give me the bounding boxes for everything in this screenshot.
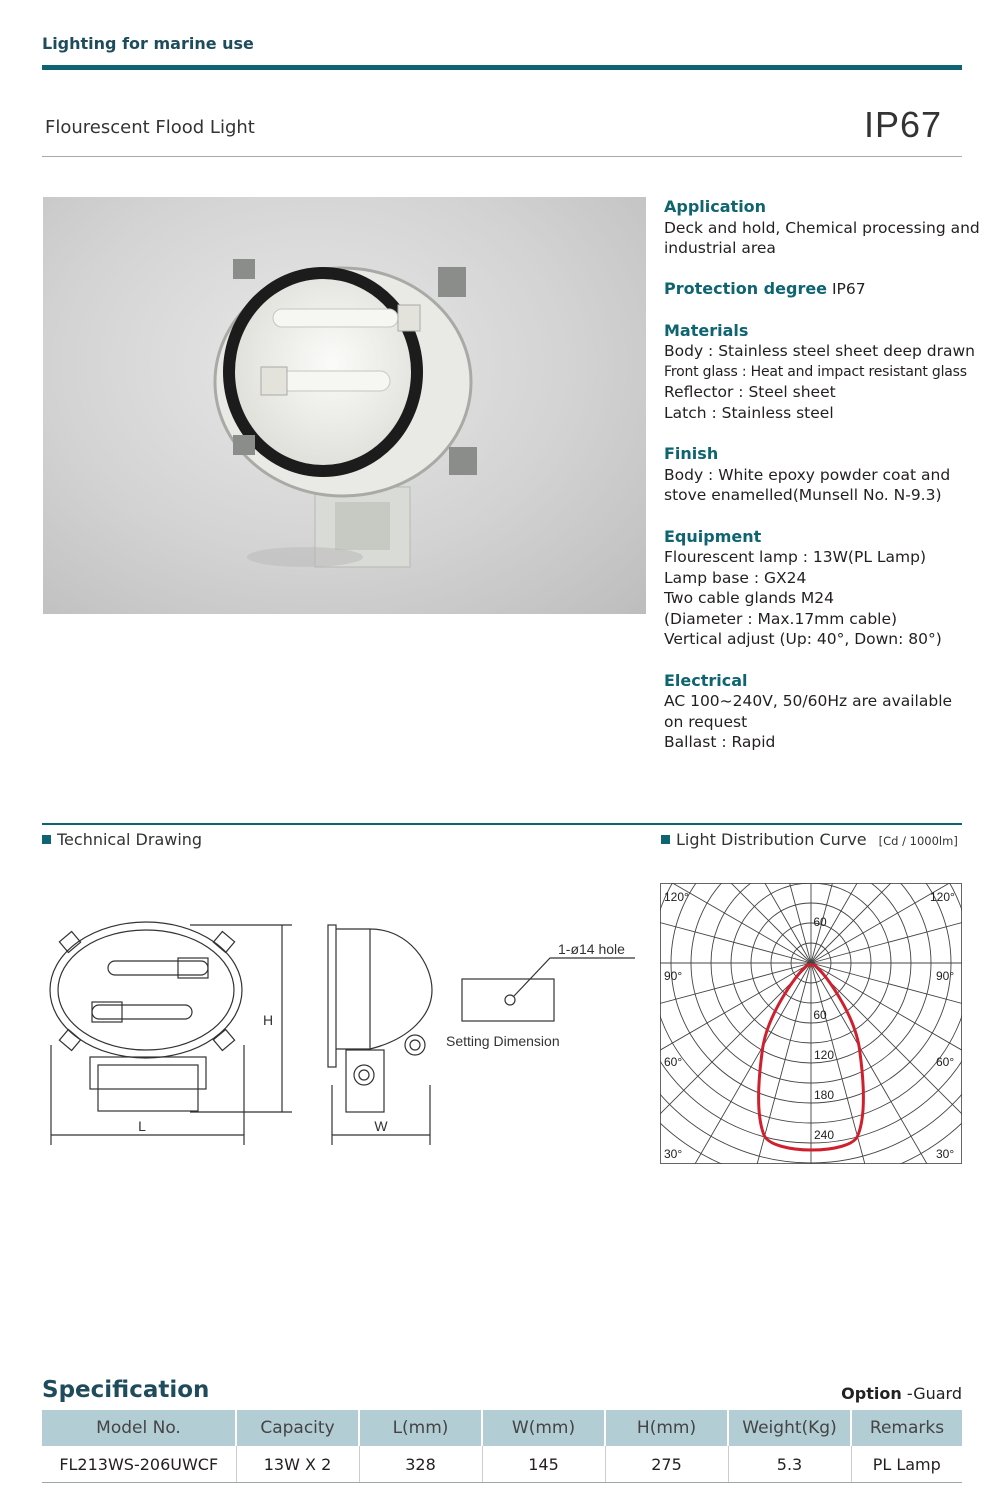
angle-label: 30°: [936, 1147, 955, 1161]
option-note: [841, 1384, 962, 1403]
protection-block: [664, 279, 984, 300]
product-photo: [43, 197, 646, 614]
equipment-line: Flourescent lamp : 13W(PL Lamp): [664, 548, 927, 567]
section-rule: [42, 823, 962, 825]
table-cell: FL213WS-206UWCF: [42, 1446, 236, 1483]
bullet-square-icon: [661, 835, 670, 844]
section-label: Lighting for marine use: [42, 34, 254, 53]
table-cell: 328: [359, 1446, 482, 1483]
protection-heading: Protection degree: [664, 279, 828, 299]
column-header: Weight(Kg): [728, 1410, 851, 1446]
finish-line: stove enamelled(Munsell No. N-9.3): [664, 486, 942, 505]
column-header: Model No.: [42, 1410, 236, 1446]
light-curve-unit: [Cd / 1000lm]: [878, 834, 958, 848]
angle-label: 30°: [664, 1147, 683, 1161]
electrical-block: [664, 671, 984, 753]
light-distribution-chart: [660, 883, 962, 1164]
materials-heading: Materials: [664, 320, 749, 340]
radial-label: 60: [813, 915, 827, 929]
column-header: L(mm): [359, 1410, 482, 1446]
materials-line: Latch : Stainless steel: [664, 403, 834, 422]
electrical-line: AC 100~240V, 50/60Hz are available: [664, 692, 953, 711]
angle-label: 90°: [664, 969, 683, 983]
table-cell: 145: [482, 1446, 605, 1483]
electrical-line: on request: [664, 712, 748, 731]
materials-line: Front glass : Heat and impact resistant glass: [664, 363, 967, 380]
specification-title: Specification: [42, 1377, 210, 1403]
equipment-line: Vertical adjust (Up: 40°, Down: 80°): [664, 630, 942, 649]
protection-value: IP67: [831, 280, 866, 299]
application-heading: Application: [664, 197, 767, 216]
column-header: W(mm): [482, 1410, 605, 1446]
table-row: [42, 1446, 962, 1483]
table-cell: PL Lamp: [851, 1446, 962, 1483]
equipment-heading: Equipment: [664, 526, 762, 546]
setting-dimension-label: Setting Dimension: [446, 1033, 560, 1049]
finish-block: [664, 444, 984, 506]
light-curve-label: Light Distribution Curve [Cd / 1000lm]: [661, 830, 958, 849]
specification-table: [42, 1410, 962, 1483]
dim-w-label: W: [374, 1118, 388, 1134]
angle-label: 60°: [936, 1055, 955, 1069]
column-header: H(mm): [605, 1410, 728, 1446]
materials-line: Reflector : Steel sheet: [664, 383, 836, 402]
angle-label: 120°: [930, 890, 955, 904]
equipment-line: (Diameter : Max.17mm cable): [664, 609, 898, 628]
option-label: Option: [841, 1384, 902, 1403]
header-rule: [42, 65, 962, 70]
angle-label: 60°: [664, 1055, 683, 1069]
column-header: Capacity: [236, 1410, 359, 1446]
product-title: Flourescent Flood Light: [45, 117, 255, 138]
radial-label: 180: [813, 1088, 835, 1102]
bullet-square-icon: [42, 835, 51, 844]
application-block: [664, 197, 984, 259]
application-text: Deck and hold, Chemical processing and industrial area: [664, 218, 980, 258]
hole-label: 1-ø14 hole: [558, 941, 625, 957]
option-value: -Guard: [906, 1384, 962, 1403]
dim-h-label: H: [262, 1012, 274, 1028]
finish-heading: Finish: [664, 444, 719, 464]
equipment-line: Lamp base : GX24: [664, 568, 807, 587]
radial-label: 60: [813, 1008, 827, 1022]
electrical-heading: Electrical: [664, 670, 748, 690]
table-cell: 5.3: [728, 1446, 851, 1483]
technical-drawing: [40, 905, 650, 1155]
angle-label: 90°: [936, 969, 955, 983]
materials-block: [664, 321, 984, 424]
technical-drawing-label: Technical Drawing: [42, 830, 202, 849]
equipment-line: Two cable glands M24: [664, 589, 835, 608]
angle-label: 120°: [664, 890, 689, 904]
table-cell: 275: [605, 1446, 728, 1483]
radial-label: 120: [813, 1048, 835, 1062]
radial-label: 240: [813, 1128, 835, 1142]
title-rule: [42, 156, 962, 157]
equipment-block: [664, 527, 984, 651]
table-header-row: [42, 1410, 962, 1446]
spec-details: [664, 197, 984, 774]
materials-line: Body : Stainless steel sheet deep drawn: [664, 342, 975, 361]
table-cell: 13W X 2: [236, 1446, 359, 1483]
electrical-line: Ballast : Rapid: [664, 733, 776, 752]
finish-line: Body : White epoxy powder coat and: [664, 465, 951, 484]
dim-l-label: L: [138, 1118, 146, 1134]
ip-rating-title: IP67: [863, 104, 942, 145]
column-header: Remarks: [851, 1410, 962, 1446]
